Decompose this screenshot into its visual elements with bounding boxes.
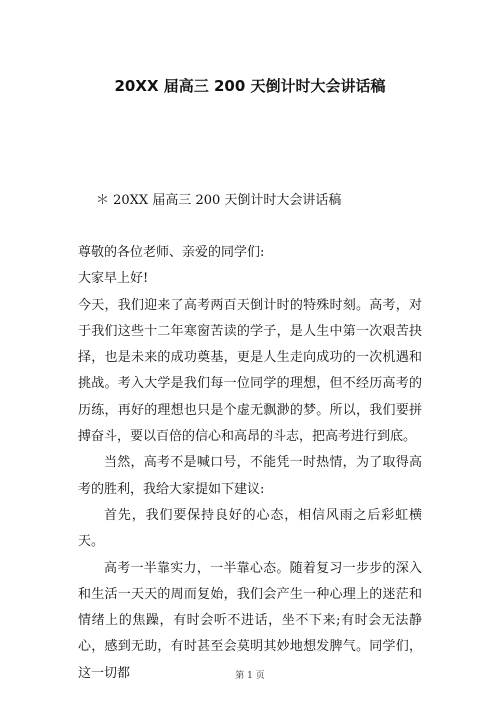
page-number: 第 1 页 [235, 671, 265, 681]
document-subtitle: ＊ 20XX 届高三 200 天倒计时大会讲话稿 [96, 193, 342, 208]
paragraph: 大家早上好! [78, 271, 149, 287]
paragraph: 首先，我们要保持良好的心态，相信风雨之后彩虹横天。 [78, 507, 422, 550]
paragraph: 当然，高考不是喊口号，不能凭一时热情，为了取得高考的胜利，我给大家提如下建议: [78, 455, 422, 497]
document-title: 20XX 届高三 200 天倒计时大会讲话稿 [114, 77, 386, 95]
paragraph: 今天，我们迎来了高考两百天倒计时的特殊时刻。高考，对于我们这些十二年寒窗苦读的学子，是人生中第一次艰苦抉择，也是未来的成功奠基，更是人生走向成功的一次机遇和挑战。考入大学是我们每一位同学的理想，但不经历高考的历练，再好的理想也只是个虚无飘渺的梦。所以，我们要拼搏奋斗，要以百倍的信心和高昂的斗志，把高考进行到底。 [78, 297, 422, 445]
paragraph: 高考一半靠实力，一半靠心态。随着复习一步步的深入和生活一天天的周而复始，我们会产生一种心理上的迷茫和情绪上的焦躁，有时会听不进话，坐不下来;有时会无法静心，感到无助，有时甚至会莫明其妙地想发脾气。同学们，这一切都 [78, 560, 422, 681]
paragraph: 尊敬的各位老师、亲爱的同学们: [78, 245, 265, 260]
document-body [78, 240, 422, 687]
